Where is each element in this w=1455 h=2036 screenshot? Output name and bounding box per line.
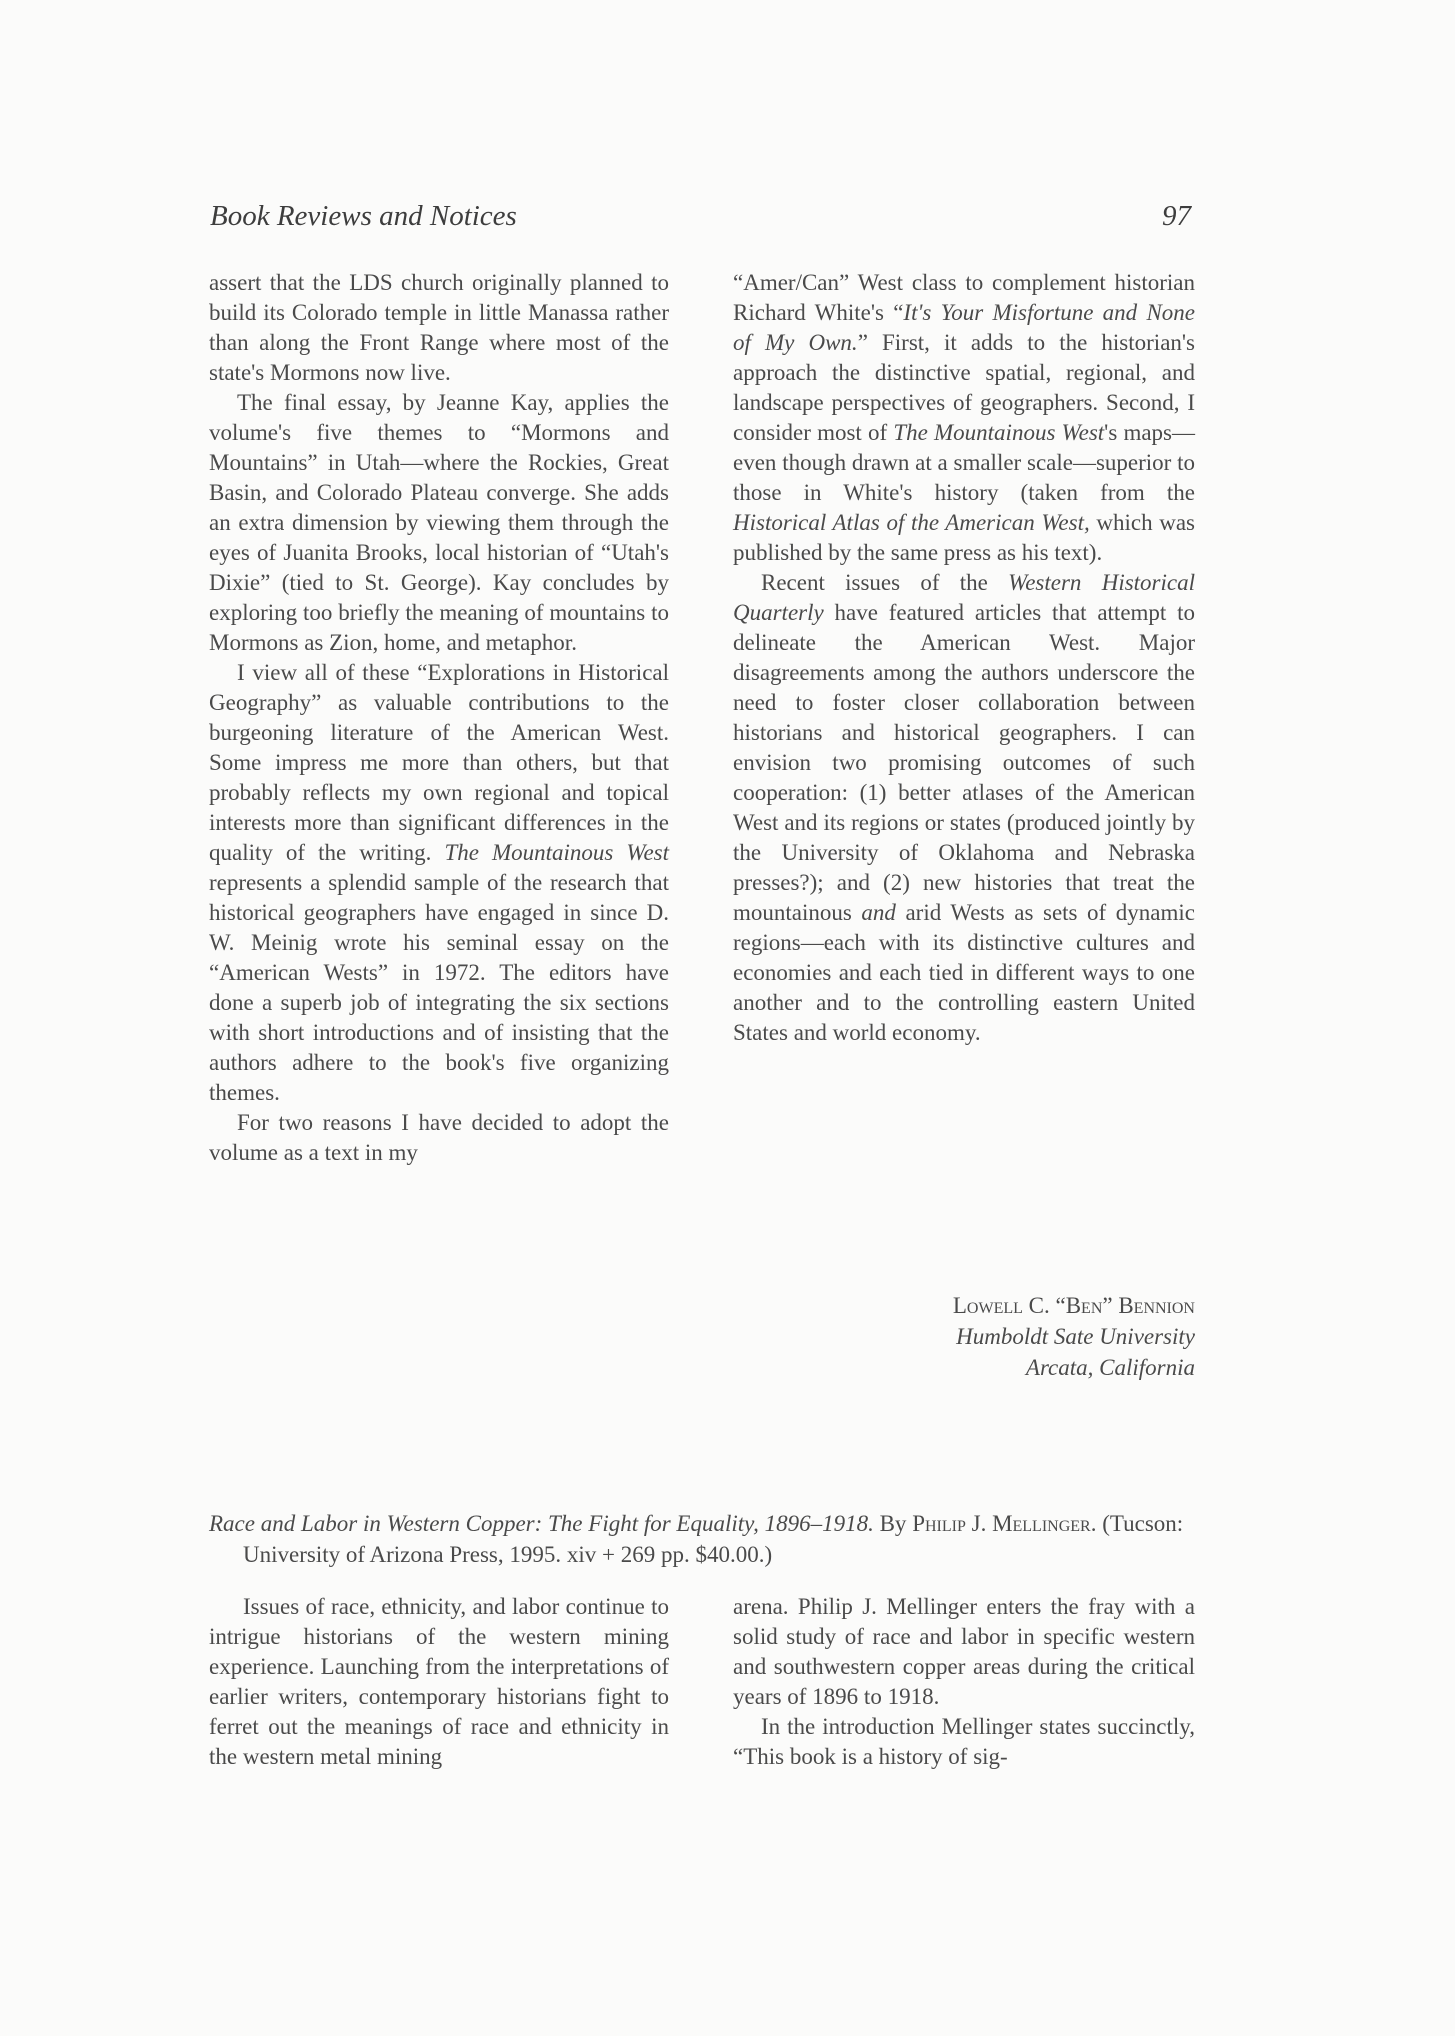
review1-left-paragraph-3 xyxy=(209,658,669,1108)
citation-author: Philip J. Mellinger xyxy=(912,1511,1091,1536)
citation-publisher: . (Tucson: University of Arizona Press, 1995. xiv + 269 pp. $40.00.) xyxy=(243,1511,1184,1567)
paragraph-text: have featured articles that attempt to delineate the American West. Major disagreements among the authors underscore the need to foster closer collaboration between historians and historical geographers. I can envision two promising outcomes of such cooperation: (1) better atlases of the American West and its regions or states (produced jointly by the University of Oklahoma and Nebraska presses?); and (2) new histories that treat the mountainous xyxy=(733,600,1195,925)
review1-right-column xyxy=(733,268,1195,1048)
paragraph-text: “Amer/Can” West class to complement historian Richard White's “ xyxy=(733,270,1195,325)
paragraph-text: ” First, it adds to the historian's approach the distinctive spatial, regional, and landscape perspectives of geographers. Second, I consider most of xyxy=(733,330,1195,445)
book-title: The Mountainous West xyxy=(893,420,1105,445)
reviewer-location: Arcata, California xyxy=(1025,1355,1195,1380)
review2-right-paragraph-2: In the introduction Mellinger states succinctly, “This book is a history of sig- xyxy=(733,1714,1195,1769)
review1-right-paragraph-1 xyxy=(733,268,1195,568)
review2-left-paragraph-1: Issues of race, ethnicity, and labor continue to intrigue historians of the western mining experience. Launching from the interpretations of earlier writers, contemporary historians fight to ferret out the meanings of race and ethnicity in the western metal mining xyxy=(209,1594,669,1769)
reviewer-signature xyxy=(733,1290,1195,1383)
review1-left-paragraph-1: assert that the LDS church originally planned to build its Colorado temple in little Manassa rather than along the Front Range where most of the state's Mormons now live. xyxy=(209,270,669,385)
review1-left-paragraph-4: For two reasons I have decided to adopt the volume as a text in my xyxy=(209,1110,669,1165)
page-number: 97 xyxy=(1162,200,1191,232)
book-title: Historical Atlas of the American West, xyxy=(733,510,1090,535)
emphasis: and xyxy=(861,900,896,925)
book-title: The Mountainous West xyxy=(444,840,669,865)
book-title: It's Your Misfortune and None of My Own. xyxy=(733,300,1195,355)
review2-right-column xyxy=(733,1592,1195,1772)
reviewer-name: Lowell C. “Ben” Bennion xyxy=(952,1293,1195,1318)
paragraph-text: I view all of these “Explorations in Historical Geography” as valuable contributions to the burgeoning literature of the American West. Some impress me more than others, but that probably reflects my own regional and topical interests more than significant differences in the quality of the writing. xyxy=(209,660,669,865)
running-title: Book Reviews and Notices xyxy=(210,200,517,232)
review1-left-column xyxy=(209,268,669,1168)
paragraph-text: arid Wests as sets of dynamic regions—each with its distinctive cultures and economies and each tied in different ways to one another and to the controlling eastern United States and world economy. xyxy=(733,900,1195,1045)
review2-right-paragraph-1: arena. Philip J. Mellinger enters the fray with a solid study of race and labor in specific western and southwestern copper areas during the critical years of 1896 to 1918. xyxy=(733,1594,1195,1709)
book-citation xyxy=(209,1508,1243,1570)
review2-left-column xyxy=(209,1592,669,1772)
journal-title: Western Historical Quarterly xyxy=(733,570,1195,625)
reviewer-institution: Humboldt Sate University xyxy=(956,1324,1195,1349)
citation-by: By xyxy=(873,1511,913,1536)
review1-right-paragraph-2 xyxy=(733,568,1195,1048)
citation-title: Race and Labor in Western Copper: The Fight for Equality, 1896–1918. xyxy=(209,1511,874,1536)
review1-left-paragraph-2: The final essay, by Jeanne Kay, applies the volume's five themes to “Mormons and Mountains” in Utah—where the Rockies, Great Basin, and Colorado Plateau converge. She adds an extra dimension by viewing them through the eyes of Juanita Brooks, local historian of “Utah's Dixie” (tied to St. George). Kay concludes by exploring too briefly the meaning of mountains to Mormons as Zion, home, and metaphor. xyxy=(209,390,669,655)
paragraph-text: represents a splendid sample of the research that historical geographers have engaged in since D. W. Meinig wrote his seminal essay on the “American Wests” in 1972. The editors have done a superb job of integrating the six sections with short introductions and of insisting that the authors adhere to the book's five organizing themes. xyxy=(209,870,669,1105)
paragraph-text: 's maps—even though drawn at a smaller scale—superior to those in White's history (taken from the xyxy=(733,420,1195,505)
paragraph-text: which was published by the same press as his text). xyxy=(733,510,1196,565)
paragraph-text: Recent issues of the xyxy=(761,570,1009,595)
